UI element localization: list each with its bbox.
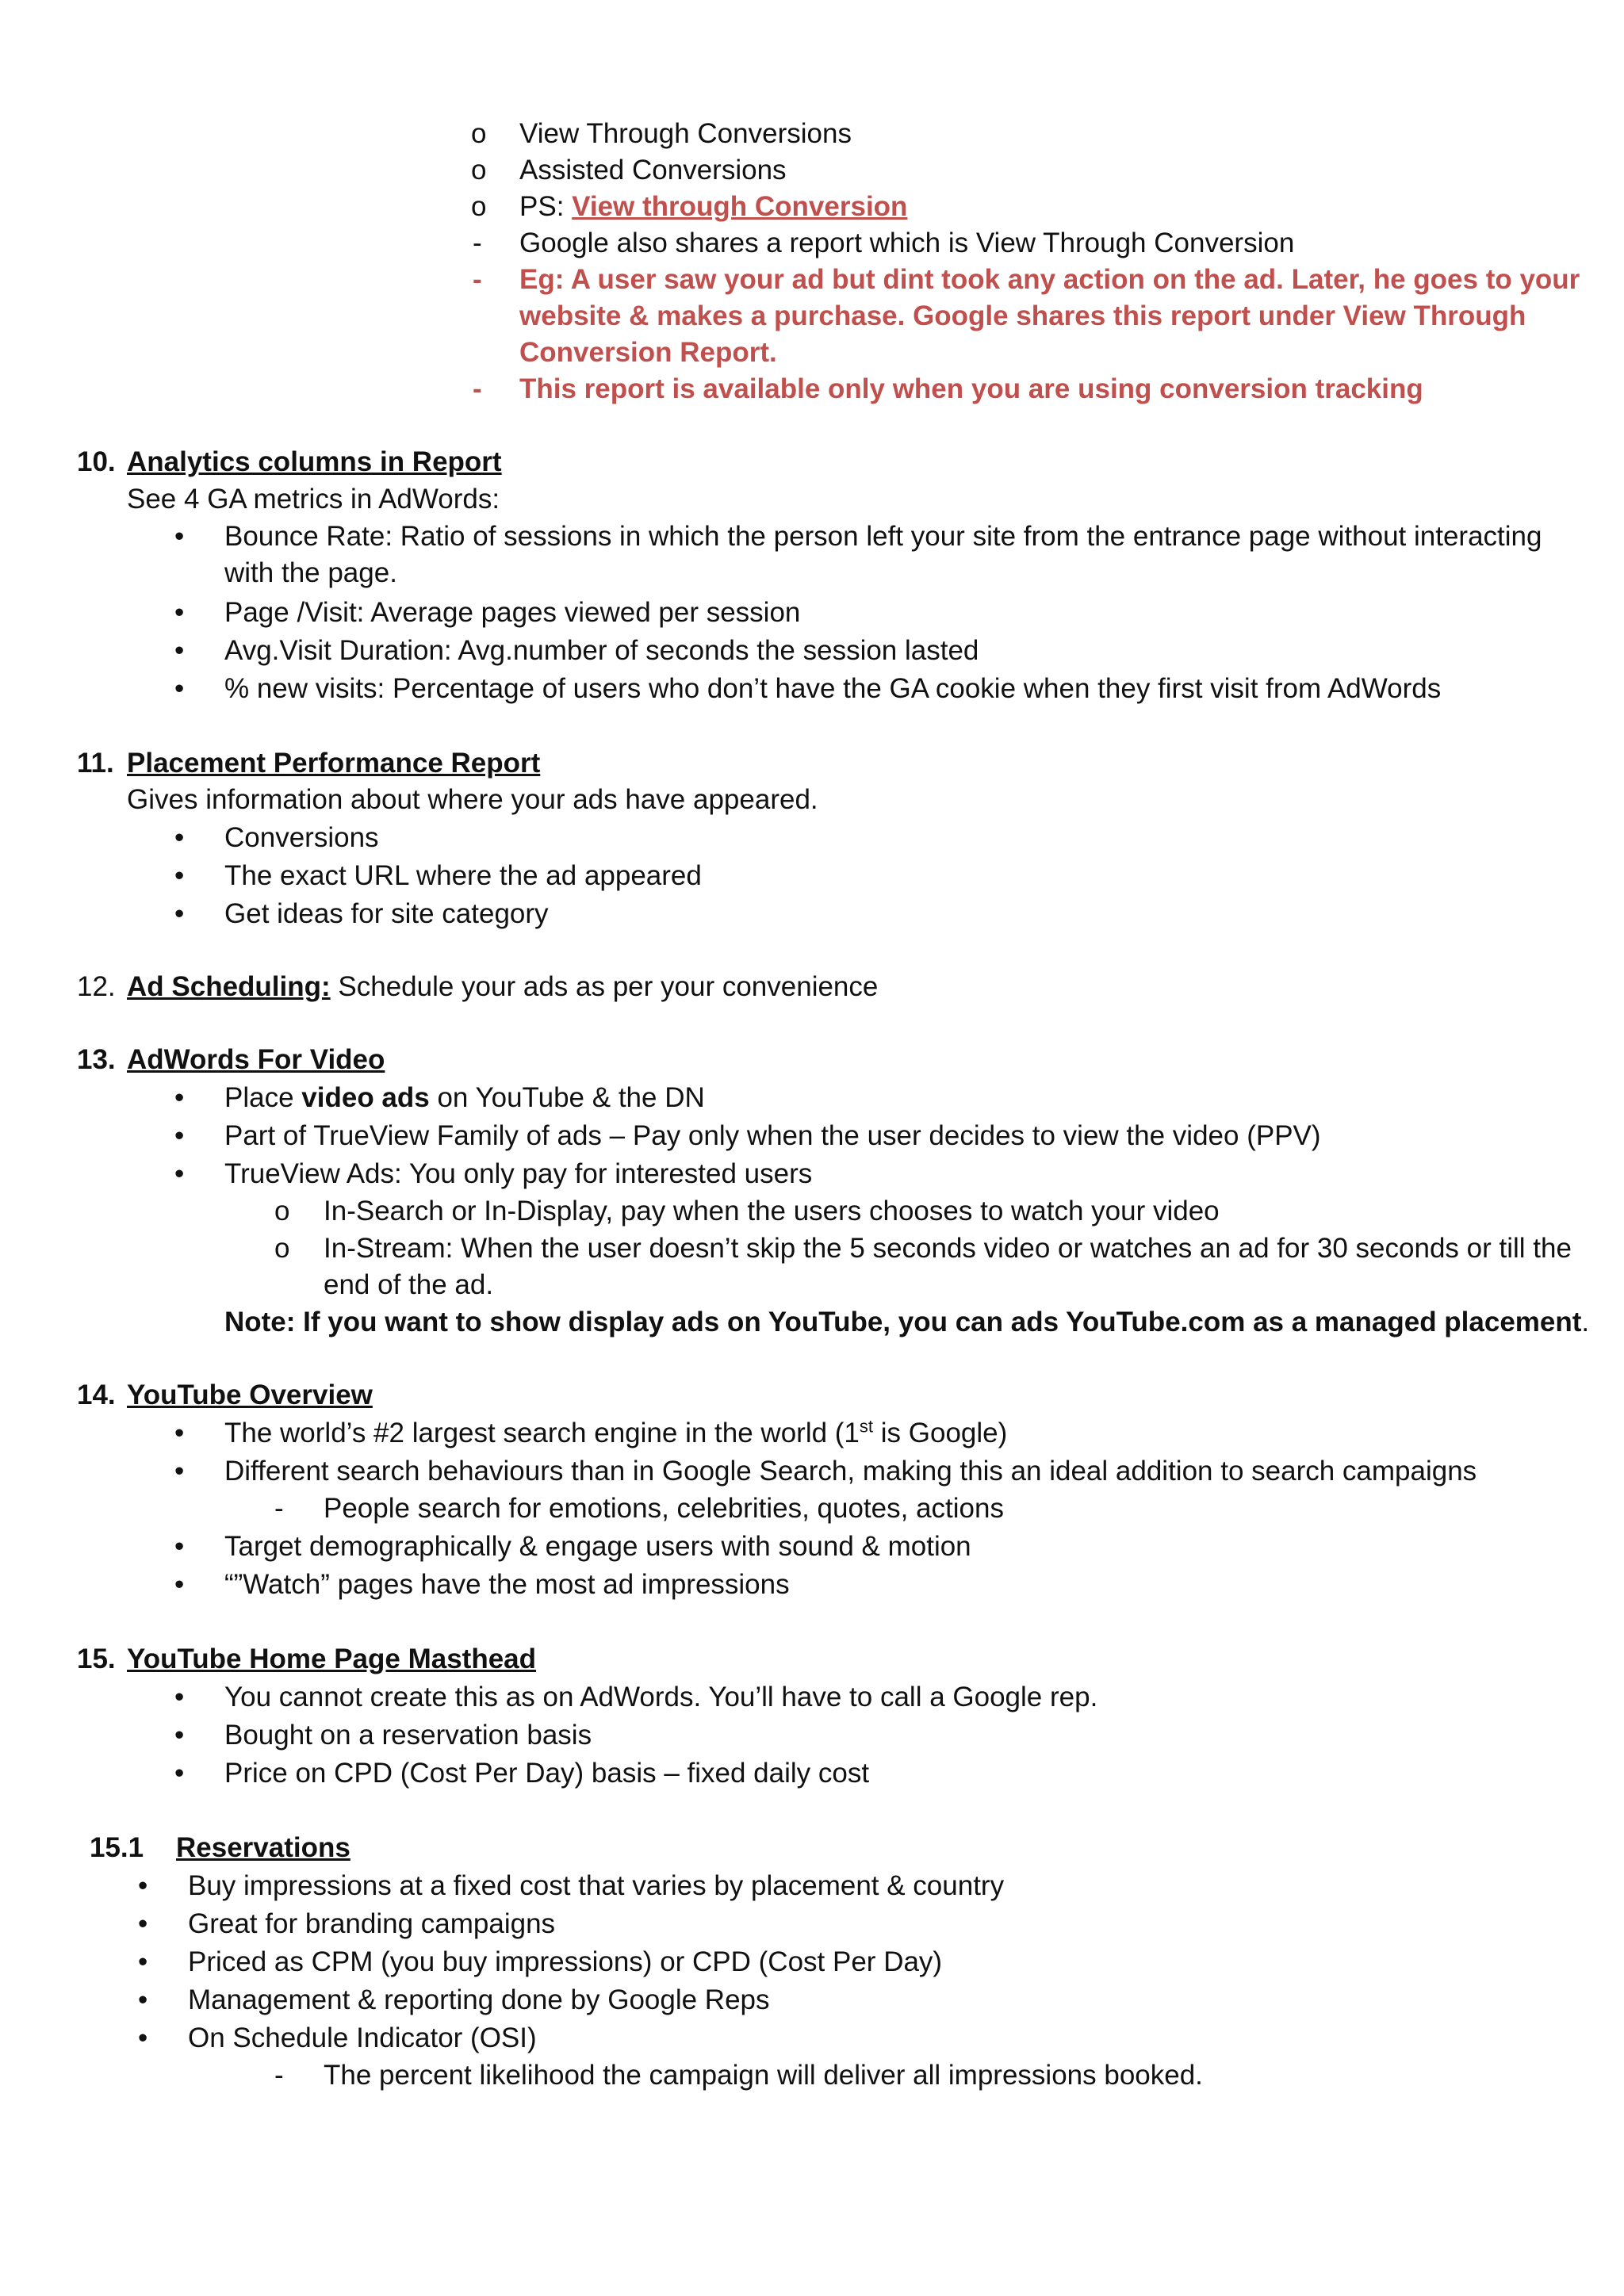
section-number: 11. [77, 748, 114, 779]
bullet-text: You cannot create this as on AdWords. You’ll have to call a Google rep. [224, 1682, 1098, 1712]
bullet [174, 820, 184, 856]
bullet [174, 1717, 184, 1754]
dash-marker: - [473, 228, 482, 258]
section-number: 12. [77, 971, 116, 1002]
availability-note: This report is available only when you are using conversion tracking [519, 373, 1423, 404]
sub-item: The percent likelihood the campaign will deliver all impressions booked. [324, 2060, 1203, 2091]
bullet-text: Conversions [224, 822, 379, 853]
section-title: Ad Scheduling: [127, 971, 331, 1002]
bullet-text: TrueView Ads: You only pay for interested users [224, 1158, 813, 1189]
bullet-text: Part of TrueView Family of ads – Pay only when the user decides to view the video (PPV) [224, 1120, 1321, 1151]
bullet-text: Price on CPD (Cost Per Day) basis – fixed daily cost [224, 1758, 870, 1789]
bullet [174, 1156, 184, 1192]
circle-marker: o [471, 191, 487, 222]
note-end: . [1581, 1307, 1590, 1337]
bullet-text: Priced as CPM (you buy impressions) or CPD (Cost Per Day) [188, 1946, 943, 1977]
bullet-text [224, 1415, 1007, 1452]
example-line-1: Eg: A user saw your ad but dint took any action on the ad. Later, he goes to your [519, 264, 1580, 295]
section-intro: Gives information about where your ads have appeared. [127, 784, 818, 815]
bullet-text: Buy impressions at a fixed cost that varies by placement & country [188, 1870, 1005, 1901]
section-title: Analytics columns in Report [127, 446, 502, 477]
bullet [174, 1679, 184, 1716]
section-title: YouTube Home Page Masthead [127, 1644, 537, 1674]
dash-marker: - [473, 264, 482, 295]
section-text: Schedule your ads as per your convenience [330, 971, 879, 1002]
bullet [174, 1567, 184, 1603]
bullet [174, 896, 184, 932]
bullet-text [224, 1080, 705, 1116]
bullet [138, 1982, 147, 2019]
bold-run: video ads [301, 1082, 430, 1113]
bullet [174, 671, 184, 707]
bullet [174, 595, 184, 631]
section-number: 13. [77, 1044, 116, 1075]
example-line-3: Conversion Report. [519, 337, 777, 368]
bullet-text: Avg.Visit Duration: Avg.number of seconds the session lasted [224, 635, 979, 666]
bullet-text: Target demographically & engage users with sound & motion [224, 1531, 971, 1562]
section-number: 15.1 [90, 1832, 144, 1863]
bullet [174, 1529, 184, 1565]
text-run: Place [224, 1082, 302, 1113]
list-item: Assisted Conversions [519, 155, 787, 186]
bullet [138, 2020, 147, 2057]
dash-item: Google also shares a report which is View Through Conversion [519, 228, 1295, 258]
sub-item-cont: end of the ad. [324, 1269, 494, 1300]
list-item: View Through Conversions [519, 118, 852, 149]
section-number: 10. [77, 446, 116, 477]
bullet-text: Different search behaviours than in Google Search, making this an ideal addition to search campaigns [224, 1456, 1477, 1487]
bullet [138, 1944, 147, 1980]
bullet-text: On Schedule Indicator (OSI) [188, 2022, 537, 2053]
section-title: Reservations [176, 1832, 350, 1863]
bullet [174, 1755, 184, 1792]
text-run: is Google) [873, 1418, 1008, 1448]
bullet-text: % new visits: Percentage of users who don’t have the GA cookie when they first visit from AdWords [224, 673, 1442, 704]
bullet-text-cont: with the page. [224, 557, 397, 588]
section-line [127, 969, 878, 1005]
bullet [138, 1906, 147, 1942]
section-intro: See 4 GA metrics in AdWords: [127, 484, 500, 515]
dash-marker: - [274, 1493, 284, 1524]
circle-marker: o [274, 1196, 290, 1226]
bullet-text: Management & reporting done by Google Reps [188, 1984, 770, 2015]
bullet [174, 1415, 184, 1452]
note-text: Note: If you want to show display ads on YouTube, you can ads YouTube.com as a managed placement [224, 1307, 1582, 1337]
section-title: YouTube Overview [127, 1380, 373, 1410]
dash-marker: - [473, 373, 482, 404]
bullet-text: Great for branding campaigns [188, 1908, 556, 1939]
superscript: st [859, 1416, 874, 1437]
section-number: 14. [77, 1380, 116, 1410]
text-run: The world’s #2 largest search engine in the world (1 [224, 1418, 860, 1448]
example-line-2: website & makes a purchase. Google shares this report under View Through [519, 300, 1526, 331]
sub-item: In-Search or In-Display, pay when the users chooses to watch your video [324, 1196, 1220, 1226]
circle-marker: o [471, 118, 487, 149]
circle-marker: o [471, 155, 487, 186]
bullet-text: Bounce Rate: Ratio of sessions in which the person left your site from the entrance page without interacting [224, 521, 1542, 552]
bullet [174, 1118, 184, 1154]
note [224, 1304, 1589, 1341]
text-run: on YouTube & the DN [429, 1082, 705, 1113]
circle-marker: o [274, 1233, 290, 1264]
bullet [174, 858, 184, 894]
ps-line [519, 189, 907, 225]
bullet-text: The exact URL where the ad appeared [224, 860, 702, 891]
dash-marker: - [274, 2060, 284, 2091]
bullet [174, 1080, 184, 1116]
bullet [174, 1453, 184, 1490]
bullet [174, 519, 184, 555]
sub-item: People search for emotions, celebrities, quotes, actions [324, 1493, 1004, 1524]
bullet-text: Bought on a reservation basis [224, 1720, 592, 1751]
bullet-text: “”Watch” pages have the most ad impressions [224, 1569, 790, 1600]
sub-item: In-Stream: When the user doesn’t skip the 5 seconds video or watches an ad for 30 seconds or till the [324, 1233, 1572, 1264]
bullet-text: Get ideas for site category [224, 898, 549, 929]
bullet [174, 633, 184, 669]
section-title: Placement Performance Report [127, 748, 541, 779]
bullet [138, 1868, 147, 1904]
ps-prefix: PS: [519, 191, 573, 222]
section-title: AdWords For Video [127, 1044, 385, 1075]
section-number: 15. [77, 1644, 116, 1674]
view-through-conversion-link[interactable]: View through Conversion [572, 191, 908, 222]
bullet-text: Page /Visit: Average pages viewed per session [224, 597, 801, 628]
